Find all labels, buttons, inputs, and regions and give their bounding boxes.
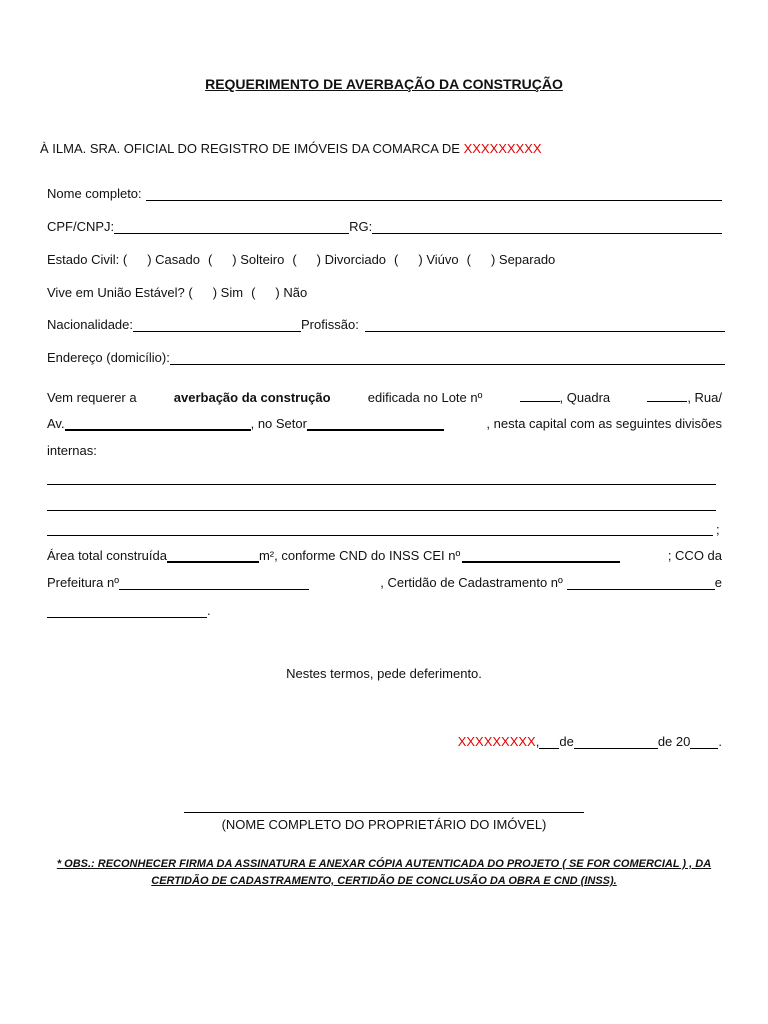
date-de-1: de [559, 734, 574, 749]
option-casado: ) Casado [147, 252, 200, 267]
certidao-field[interactable] [567, 577, 715, 590]
body-line-1 [47, 389, 722, 405]
nacionalidade-row [47, 317, 725, 332]
area-label: Área total construída [47, 548, 167, 563]
estado-civil-row: Estado Civil: ( ) Casado ( ) Solteiro ( ) Divorciado ( ) Viúvo ( ) Separado [47, 252, 556, 267]
estado-civil-label: Estado Civil: ( [47, 252, 128, 267]
body-text-setor: , no Setor [250, 416, 307, 431]
cpf-field[interactable] [114, 221, 349, 234]
rg-field[interactable] [372, 221, 722, 234]
observation-note [40, 856, 728, 890]
day-field[interactable] [539, 736, 559, 749]
addressee-text: À ILMA. SRA. OFICIAL DO REGISTRO DE IMÓVEIS DA COMARCA DE [40, 141, 460, 156]
divisoes-line-2[interactable] [47, 510, 716, 511]
body-line-3 [47, 443, 722, 458]
body-text-quadra: , Quadra [559, 390, 611, 405]
body-bold-averbacao: averbação da construção [173, 390, 331, 405]
observation-line-2: CERTIDÃO DE CADASTRAMENTO, CERTIDÃO DE CONCLUSÃO DA OBRA E CND (INSS). [151, 875, 617, 887]
uniao-label: Vive em União Estável? ( [47, 285, 193, 300]
signature-line[interactable] [184, 812, 584, 813]
lote-field[interactable] [520, 389, 560, 402]
area-field[interactable] [167, 549, 259, 563]
option-sim: ) Sim [212, 285, 244, 300]
profissao-field[interactable] [365, 319, 725, 332]
semicolon: ; [716, 522, 720, 537]
option-separado: ) Separado [490, 252, 556, 267]
endereco-field[interactable] [170, 352, 725, 365]
option-solteiro: ) Solteiro [232, 252, 285, 267]
date-comma: , [535, 734, 540, 749]
prefeitura-row [47, 575, 722, 590]
document-title: REQUERIMENTO DE AVERBAÇÃO DA CONSTRUÇÃO [205, 76, 563, 92]
nome-label: Nome completo: [47, 186, 142, 201]
date-de-2: de 20 [657, 734, 691, 749]
rg-label: RG: [349, 219, 373, 234]
year-field[interactable] [690, 736, 718, 749]
endereco-row [47, 350, 725, 365]
body-text-rua: , Rua/ [687, 390, 722, 405]
area-unit-text: m², conforme CND do INSS CEI nº [258, 548, 461, 563]
closing-text: Nestes termos, pede deferimento. [286, 666, 482, 681]
quadra-field[interactable] [647, 389, 687, 402]
divisoes-line-1[interactable] [47, 484, 716, 485]
nome-field[interactable] [146, 188, 722, 201]
nacionalidade-label: Nacionalidade: [47, 317, 134, 332]
addressee-line [40, 141, 542, 156]
divisoes-line-3[interactable] [47, 535, 713, 536]
nacionalidade-field[interactable] [133, 319, 301, 332]
signature-label: (NOME COMPLETO DO PROPRIETÁRIO DO IMÓVEL) [221, 817, 547, 832]
prefeitura-field[interactable] [119, 577, 309, 590]
date-dot: . [718, 734, 722, 749]
body-text-lote: edificada no Lote nº [367, 390, 483, 405]
extra-field[interactable] [47, 605, 207, 618]
body-text-av: Av. [47, 416, 65, 431]
extra-row [47, 603, 722, 618]
text-period: . [207, 603, 211, 618]
area-row [47, 548, 722, 563]
cei-field[interactable] [462, 549, 620, 563]
nome-row [47, 186, 722, 201]
option-nao: ) Não [275, 285, 308, 300]
cco-text: ; CCO da [667, 548, 722, 563]
body-text-divisoes: , nesta capital com as seguintes divisões [486, 416, 722, 431]
setor-field[interactable] [307, 417, 444, 431]
text-e: e [714, 575, 722, 590]
date-place-placeholder: XXXXXXXXX [457, 734, 536, 749]
option-divorciado: ) Divorciado [316, 252, 387, 267]
uniao-row: Vive em União Estável? ( ) Sim ( ) Não [47, 285, 308, 300]
body-line-2 [47, 416, 722, 431]
av-field[interactable] [65, 417, 251, 431]
date-row [458, 734, 722, 749]
prefeitura-label: Prefeitura nº [47, 575, 119, 590]
body-text-internas: internas: [47, 443, 97, 458]
cpf-rg-row [47, 219, 722, 234]
profissao-label: Profissão: [301, 317, 359, 332]
certidao-label: , Certidão de Cadastramento nº [380, 575, 563, 590]
cpf-label: CPF/CNPJ: [47, 219, 115, 234]
endereco-label: Endereço (domicílio): [47, 350, 170, 365]
option-viuvo: ) Viúvo [418, 252, 459, 267]
month-field[interactable] [574, 736, 658, 749]
body-text-start: Vem requerer a [47, 390, 137, 405]
observation-line-1: * OBS.: RECONHECER FIRMA DA ASSINATURA E ANEXAR CÓPIA AUTENTICADA DO PROJETO ( SE FOR COMERCIAL ) , DA [56, 858, 712, 870]
comarca-placeholder: XXXXXXXXX [463, 141, 542, 156]
